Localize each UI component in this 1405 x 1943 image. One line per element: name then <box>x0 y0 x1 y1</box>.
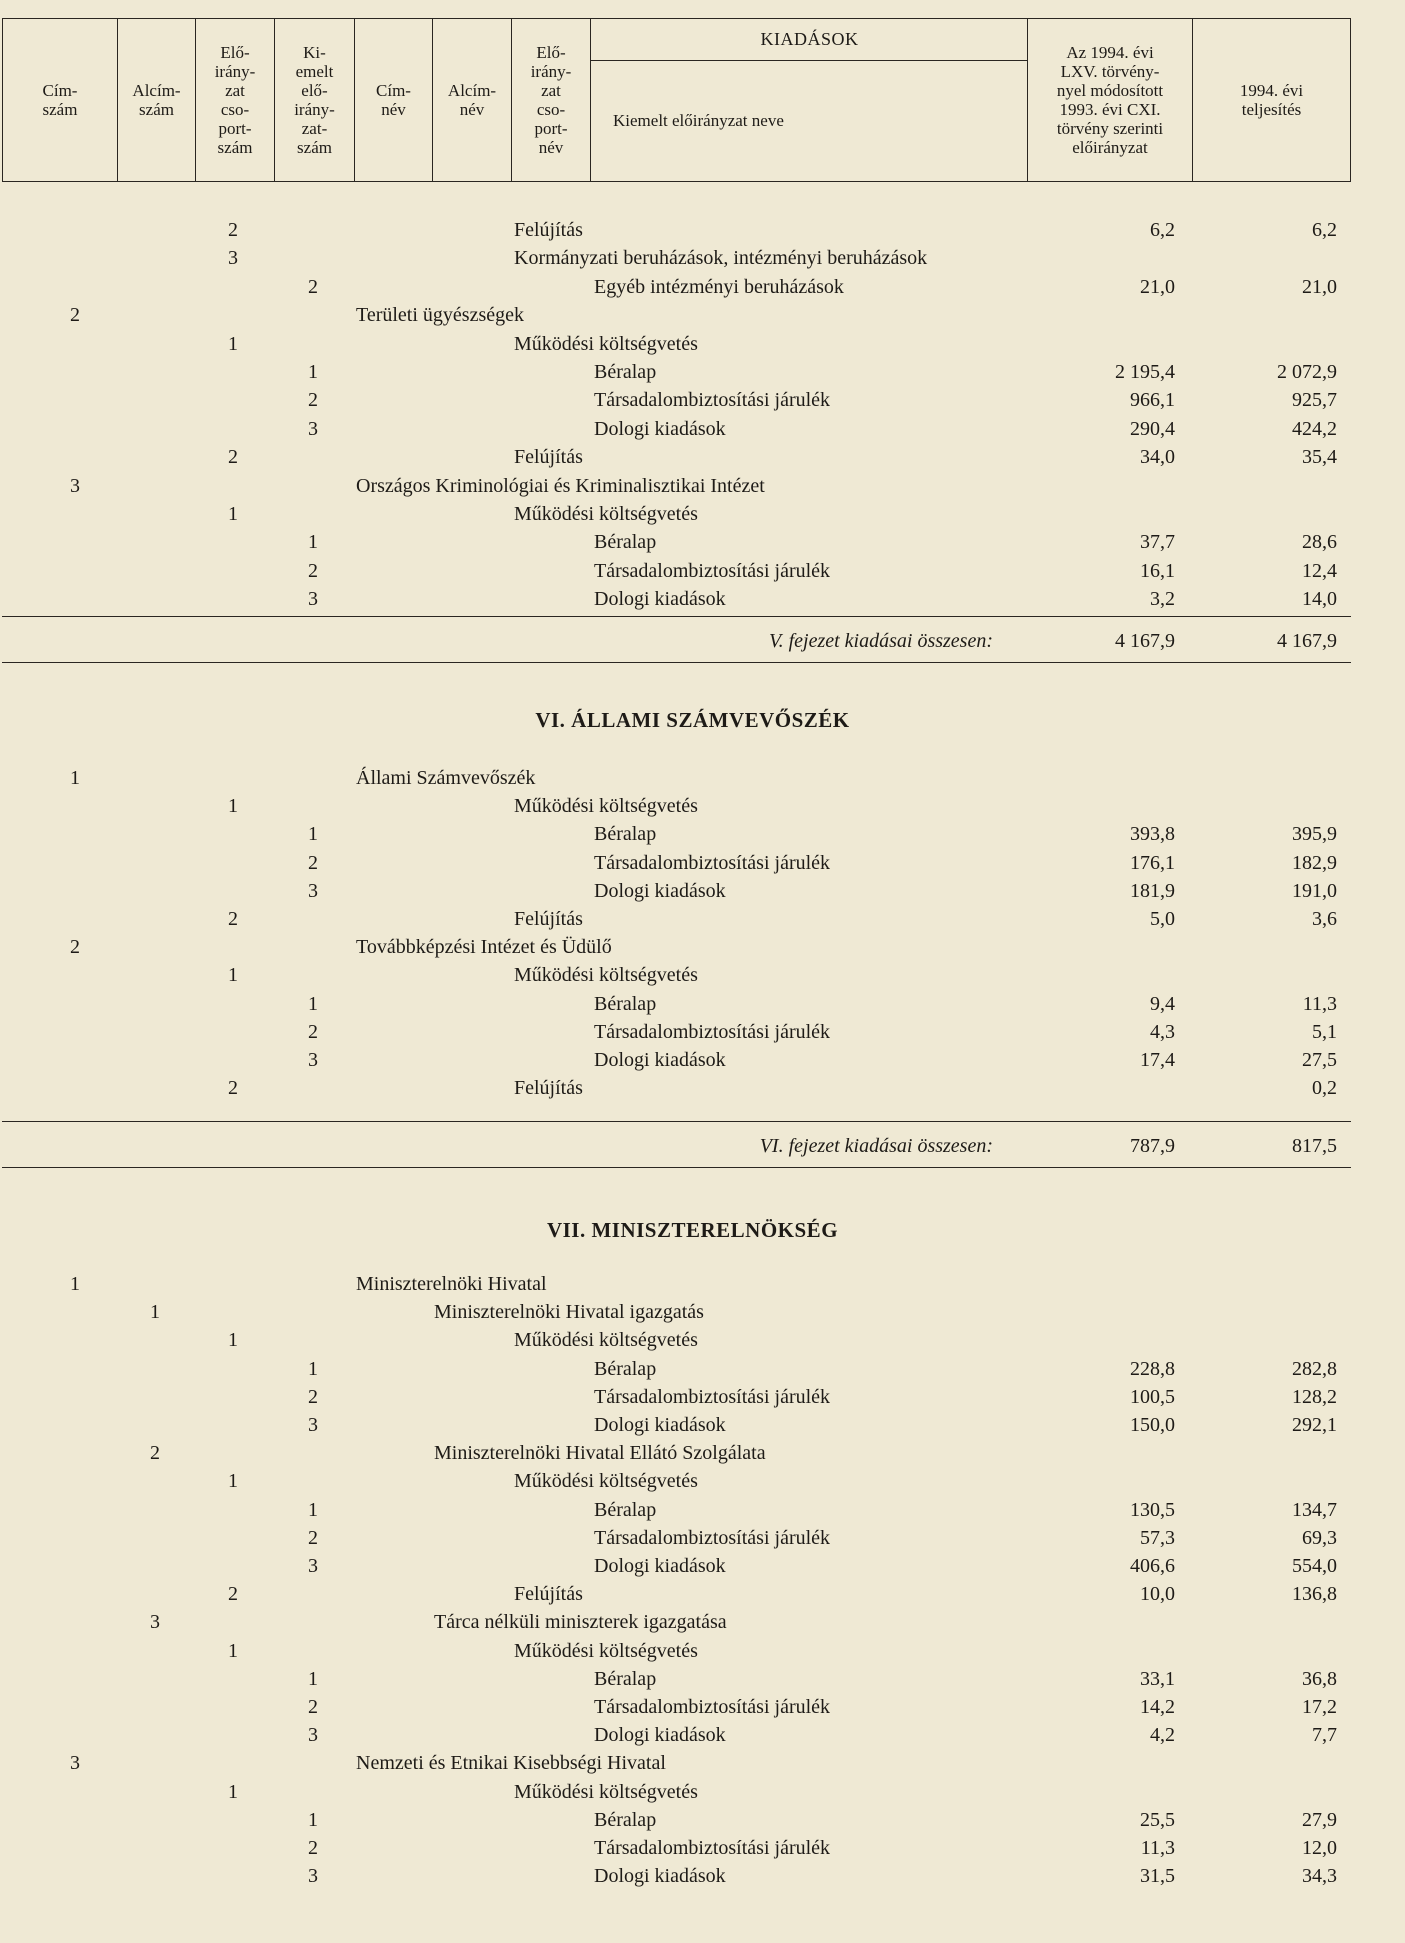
row-teljesites: 6,2 <box>1312 219 1337 241</box>
row-eloiranyzat: 2 195,4 <box>1115 361 1175 383</box>
row-teljesites: 21,0 <box>1302 275 1337 298</box>
row-code: 1 <box>308 531 318 554</box>
row-code: 2 <box>228 219 238 241</box>
table-row <box>0 1749 1405 1777</box>
row-eloiranyzat: 37,7 <box>1140 531 1175 554</box>
row-name: Működési költségvetés <box>514 1639 698 1662</box>
row-eloiranyzat: 181,9 <box>1130 879 1175 902</box>
row-eloiranyzat: 17,4 <box>1140 1049 1175 1071</box>
table-row <box>0 933 1405 961</box>
row-code: 1 <box>70 1273 80 1295</box>
row-teljesites: 395,9 <box>1292 823 1337 846</box>
total-eloiranyzat: 787,9 <box>1130 1135 1175 1157</box>
row-eloiranyzat: 9,4 <box>1150 992 1175 1015</box>
row-name: Dologi kiadások <box>594 1724 726 1747</box>
table-row <box>0 1046 1405 1074</box>
row-code: 3 <box>308 1724 318 1747</box>
row-code: 1 <box>308 361 318 383</box>
table-row <box>0 1778 1405 1806</box>
table-row <box>0 961 1405 989</box>
row-name: Miniszterelnöki Hivatal <box>356 1273 547 1295</box>
row-name: Országos Kriminológiai és Kriminalisztikai Intézet <box>356 474 765 497</box>
table-row <box>0 472 1405 500</box>
row-code: 2 <box>308 559 318 582</box>
row-eloiranyzat: 3,2 <box>1150 588 1175 611</box>
row-eloiranyzat: 21,0 <box>1140 275 1175 298</box>
row-code: 3 <box>228 247 238 270</box>
row-name: Béralap <box>594 1357 657 1380</box>
row-name: Állami Számvevőszék <box>356 767 536 789</box>
total-label: VI. fejezet kiadásai összesen: <box>759 1135 993 1157</box>
row-code: 1 <box>228 332 238 355</box>
row-name: Továbbképzési Intézet és Üdülő <box>356 936 612 959</box>
total-rule-top <box>2 616 1351 617</box>
row-name: Működési költségvetés <box>514 1780 698 1803</box>
table-row <box>0 1834 1405 1862</box>
row-teljesites: 12,4 <box>1302 559 1337 582</box>
row-code: 3 <box>308 588 318 611</box>
total-teljesites: 4 167,9 <box>1277 630 1337 652</box>
table-row <box>0 528 1405 556</box>
row-code: 3 <box>308 1865 318 1888</box>
row-name: Dologi kiadások <box>594 1049 726 1071</box>
row-code: 3 <box>308 879 318 902</box>
row-code: 3 <box>70 474 80 497</box>
table-row <box>0 1693 1405 1721</box>
row-eloiranyzat: 130,5 <box>1130 1498 1175 1521</box>
row-code: 1 <box>228 1470 238 1493</box>
row-eloiranyzat: 4,2 <box>1150 1724 1175 1747</box>
row-name: Dologi kiadások <box>594 1865 726 1888</box>
row-name: Béralap <box>594 1808 657 1831</box>
row-name: Társadalombiztosítási járulék <box>594 1020 831 1043</box>
row-code: 3 <box>308 1049 318 1071</box>
header-eloiranyzat-csoportnev: Elő- irány- zat cso- port- név <box>512 19 591 181</box>
row-teljesites: 14,0 <box>1302 588 1337 611</box>
total-rule-bottom <box>2 662 1351 663</box>
table-row <box>0 415 1405 443</box>
header-alcimnev: Alcím- név <box>433 19 512 181</box>
row-eloiranyzat: 406,6 <box>1130 1555 1175 1577</box>
row-code: 2 <box>70 304 80 327</box>
row-code: 1 <box>308 992 318 1015</box>
table-row <box>0 990 1405 1018</box>
row-teljesites: 925,7 <box>1292 389 1337 412</box>
row-code: 2 <box>70 936 80 959</box>
row-name: Működési költségvetés <box>514 1470 698 1493</box>
row-code: 1 <box>228 795 238 818</box>
row-name: Felújítás <box>514 1583 583 1606</box>
row-teljesites: 424,2 <box>1292 417 1337 440</box>
table-row <box>0 1074 1405 1102</box>
table-row <box>0 877 1405 905</box>
row-name: Béralap <box>594 361 657 383</box>
row-eloiranyzat: 228,8 <box>1130 1357 1175 1380</box>
table-row <box>0 1806 1405 1834</box>
row-teljesites: 3,6 <box>1312 908 1337 930</box>
row-code: 3 <box>150 1611 160 1634</box>
total-eloiranyzat: 4 167,9 <box>1115 630 1175 652</box>
header-cimnev: Cím- név <box>355 19 433 181</box>
table-row <box>0 386 1405 414</box>
table-row <box>0 764 1405 792</box>
row-code: 2 <box>150 1442 160 1465</box>
row-code: 2 <box>308 1526 318 1549</box>
row-eloiranyzat: 393,8 <box>1130 823 1175 846</box>
row-code: 2 <box>308 1696 318 1718</box>
table-row <box>0 330 1405 358</box>
total-rule-bottom <box>2 1167 1351 1168</box>
row-teljesites: 27,5 <box>1302 1049 1337 1071</box>
row-teljesites: 12,0 <box>1302 1837 1337 1859</box>
table-row <box>0 1665 1405 1693</box>
table-row <box>0 273 1405 301</box>
row-teljesites: 5,1 <box>1312 1020 1337 1043</box>
row-name: Dologi kiadások <box>594 417 726 440</box>
table-row <box>0 557 1405 585</box>
row-name: Társadalombiztosítási járulék <box>594 1837 831 1859</box>
table-row <box>0 1580 1405 1608</box>
row-code: 1 <box>308 1357 318 1380</box>
header-cimszam: Cím- szám <box>3 19 118 181</box>
row-name: Béralap <box>594 531 657 554</box>
row-name: Felújítás <box>514 908 583 930</box>
row-eloiranyzat: 14,2 <box>1140 1696 1175 1718</box>
row-code: 1 <box>228 503 238 525</box>
row-name: Béralap <box>594 1498 657 1521</box>
row-name: Béralap <box>594 1667 657 1690</box>
row-eloiranyzat: 150,0 <box>1130 1414 1175 1436</box>
header-kiemelt-eloiranyzat-neve: Kiemelt előirányzat neve <box>613 111 784 130</box>
row-name: Felújítás <box>514 1077 583 1100</box>
row-name: Dologi kiadások <box>594 1555 726 1577</box>
row-code: 2 <box>308 1020 318 1043</box>
row-name: Miniszterelnöki Hivatal igazgatás <box>434 1301 704 1324</box>
header-modositott-eloiranyzat: Az 1994. évi LXV. törvény- nyel módosított 1993. évi CXI. törvény szerinti előirányzat <box>1028 19 1193 181</box>
row-code: 2 <box>228 446 238 469</box>
table-row <box>0 1496 1405 1524</box>
row-code: 1 <box>228 1639 238 1662</box>
row-name: Béralap <box>594 992 657 1015</box>
row-teljesites: 69,3 <box>1302 1526 1337 1549</box>
row-teljesites: 136,8 <box>1292 1583 1337 1606</box>
row-eloiranyzat: 6,2 <box>1150 219 1175 241</box>
table-row <box>0 1637 1405 1665</box>
table-row <box>0 1298 1405 1326</box>
row-teljesites: 292,1 <box>1292 1414 1337 1436</box>
chapter-vi-total <box>0 1131 1405 1161</box>
row-code: 1 <box>308 1808 318 1831</box>
table-row <box>0 1721 1405 1749</box>
header-kiemelt-eloiranyzat-szam: Ki- emelt elő- irány- zat- szám <box>275 19 355 181</box>
row-eloiranyzat: 966,1 <box>1130 389 1175 412</box>
row-name: Dologi kiadások <box>594 879 726 902</box>
total-teljesites: 817,5 <box>1292 1135 1337 1157</box>
row-code: 2 <box>228 908 238 930</box>
row-code: 2 <box>308 275 318 298</box>
header-eloiranyzat-csoportszam: Elő- irány- zat cso- port- szám <box>196 19 275 181</box>
table-row <box>0 1383 1405 1411</box>
row-eloiranyzat: 11,3 <box>1140 1837 1175 1859</box>
row-name: Területi ügyészségek <box>356 304 524 327</box>
row-code: 2 <box>308 389 318 412</box>
row-code: 2 <box>308 851 318 874</box>
header-kiadasok: KIADÁSOK <box>591 19 1028 61</box>
row-name: Dologi kiadások <box>594 1414 726 1436</box>
row-code: 2 <box>308 1837 318 1859</box>
row-code: 2 <box>228 1583 238 1606</box>
row-name: Nemzeti és Etnikai Kisebbségi Hivatal <box>356 1752 666 1775</box>
row-code: 2 <box>308 1385 318 1408</box>
chapter-v-total <box>0 626 1405 656</box>
row-code: 1 <box>308 1667 318 1690</box>
table-row <box>0 849 1405 877</box>
row-name: Társadalombiztosítási járulék <box>594 1526 831 1549</box>
row-code: 1 <box>308 823 318 846</box>
table-row <box>0 1862 1405 1890</box>
section-title-vi: VI. ÁLLAMI SZÁMVEVŐSZÉK <box>535 708 850 732</box>
table-row <box>0 244 1405 272</box>
table-row <box>0 1608 1405 1636</box>
row-eloiranyzat: 33,1 <box>1140 1667 1175 1690</box>
table-row <box>0 1326 1405 1354</box>
row-teljesites: 182,9 <box>1292 851 1337 874</box>
row-name: Társadalombiztosítási járulék <box>594 389 831 412</box>
row-teljesites: 191,0 <box>1292 879 1337 902</box>
table-row <box>0 301 1405 329</box>
row-eloiranyzat: 16,1 <box>1140 559 1175 582</box>
table-row <box>0 1552 1405 1580</box>
table-row <box>0 792 1405 820</box>
row-name: Társadalombiztosítási járulék <box>594 559 831 582</box>
table-row <box>0 443 1405 471</box>
table-row <box>0 1524 1405 1552</box>
row-teljesites: 28,6 <box>1302 531 1337 554</box>
row-name: Felújítás <box>514 446 583 469</box>
row-teljesites: 11,3 <box>1302 992 1337 1015</box>
table-header <box>2 18 1351 182</box>
row-teljesites: 7,7 <box>1312 1724 1337 1747</box>
row-name: Béralap <box>594 823 657 846</box>
table-row <box>0 216 1405 244</box>
row-name: Dologi kiadások <box>594 588 726 611</box>
table-row <box>0 500 1405 528</box>
row-eloiranyzat: 34,0 <box>1140 446 1175 469</box>
row-eloiranyzat: 176,1 <box>1130 851 1175 874</box>
row-teljesites: 554,0 <box>1292 1555 1337 1577</box>
row-name: Működési költségvetés <box>514 964 698 987</box>
row-eloiranyzat: 25,5 <box>1140 1808 1175 1831</box>
row-code: 2 <box>228 1077 238 1100</box>
row-name: Egyéb intézményi beruházások <box>594 275 844 298</box>
row-code: 1 <box>150 1301 160 1324</box>
table-row <box>0 820 1405 848</box>
row-code: 1 <box>70 767 80 789</box>
row-eloiranyzat: 10,0 <box>1140 1583 1175 1606</box>
row-teljesites: 35,4 <box>1302 446 1337 469</box>
row-name: Működési költségvetés <box>514 503 698 525</box>
table-row <box>0 1270 1405 1298</box>
row-teljesites: 36,8 <box>1302 1667 1337 1690</box>
row-name: Miniszterelnöki Hivatal Ellátó Szolgálata <box>434 1442 766 1465</box>
table-row <box>0 1439 1405 1467</box>
table-row <box>0 1355 1405 1383</box>
row-name: Működési költségvetés <box>514 332 698 355</box>
row-eloiranyzat: 57,3 <box>1140 1526 1175 1549</box>
row-teljesites: 27,9 <box>1302 1808 1337 1831</box>
row-code: 1 <box>308 1498 318 1521</box>
row-name: Működési költségvetés <box>514 1329 698 1352</box>
row-code: 3 <box>308 417 318 440</box>
row-eloiranyzat: 5,0 <box>1150 908 1175 930</box>
row-name: Kormányzati beruházások, intézményi beruházások <box>514 247 928 270</box>
section-title-vii: VII. MINISZTERELNÖKSÉG <box>546 1218 839 1242</box>
row-teljesites: 128,2 <box>1292 1385 1337 1408</box>
row-code: 3 <box>70 1752 80 1775</box>
row-teljesites: 34,3 <box>1302 1865 1337 1888</box>
table-row <box>0 1411 1405 1439</box>
row-code: 3 <box>308 1555 318 1577</box>
row-name: Tárca nélküli miniszterek igazgatása <box>434 1611 727 1634</box>
total-label: V. fejezet kiadásai összesen: <box>768 630 993 652</box>
row-code: 1 <box>228 1329 238 1352</box>
table-row <box>0 585 1405 613</box>
row-name: Társadalombiztosítási járulék <box>594 1385 831 1408</box>
row-name: Társadalombiztosítási járulék <box>594 851 831 874</box>
table-row <box>0 1018 1405 1046</box>
row-name: Társadalombiztosítási járulék <box>594 1696 831 1718</box>
row-code: 3 <box>308 1414 318 1436</box>
header-alcimszam: Alcím- szám <box>118 19 196 181</box>
table-row <box>0 905 1405 933</box>
row-code: 1 <box>228 964 238 987</box>
row-eloiranyzat: 31,5 <box>1140 1865 1175 1888</box>
row-eloiranyzat: 4,3 <box>1150 1020 1175 1043</box>
header-teljesites: 1994. évi teljesítés <box>1239 81 1304 119</box>
total-rule-top <box>2 1121 1351 1122</box>
row-eloiranyzat: 290,4 <box>1130 417 1175 440</box>
table-row <box>0 1467 1405 1495</box>
row-code: 1 <box>228 1780 238 1803</box>
table-row <box>0 358 1405 386</box>
row-name: Működési költségvetés <box>514 795 698 818</box>
row-teljesites: 17,2 <box>1302 1696 1337 1718</box>
row-name: Felújítás <box>514 219 583 241</box>
row-teljesites: 2 072,9 <box>1277 361 1337 383</box>
row-teljesites: 0,2 <box>1312 1077 1337 1100</box>
row-teljesites: 282,8 <box>1292 1357 1337 1380</box>
row-teljesites: 134,7 <box>1292 1498 1337 1521</box>
row-eloiranyzat: 100,5 <box>1130 1385 1175 1408</box>
